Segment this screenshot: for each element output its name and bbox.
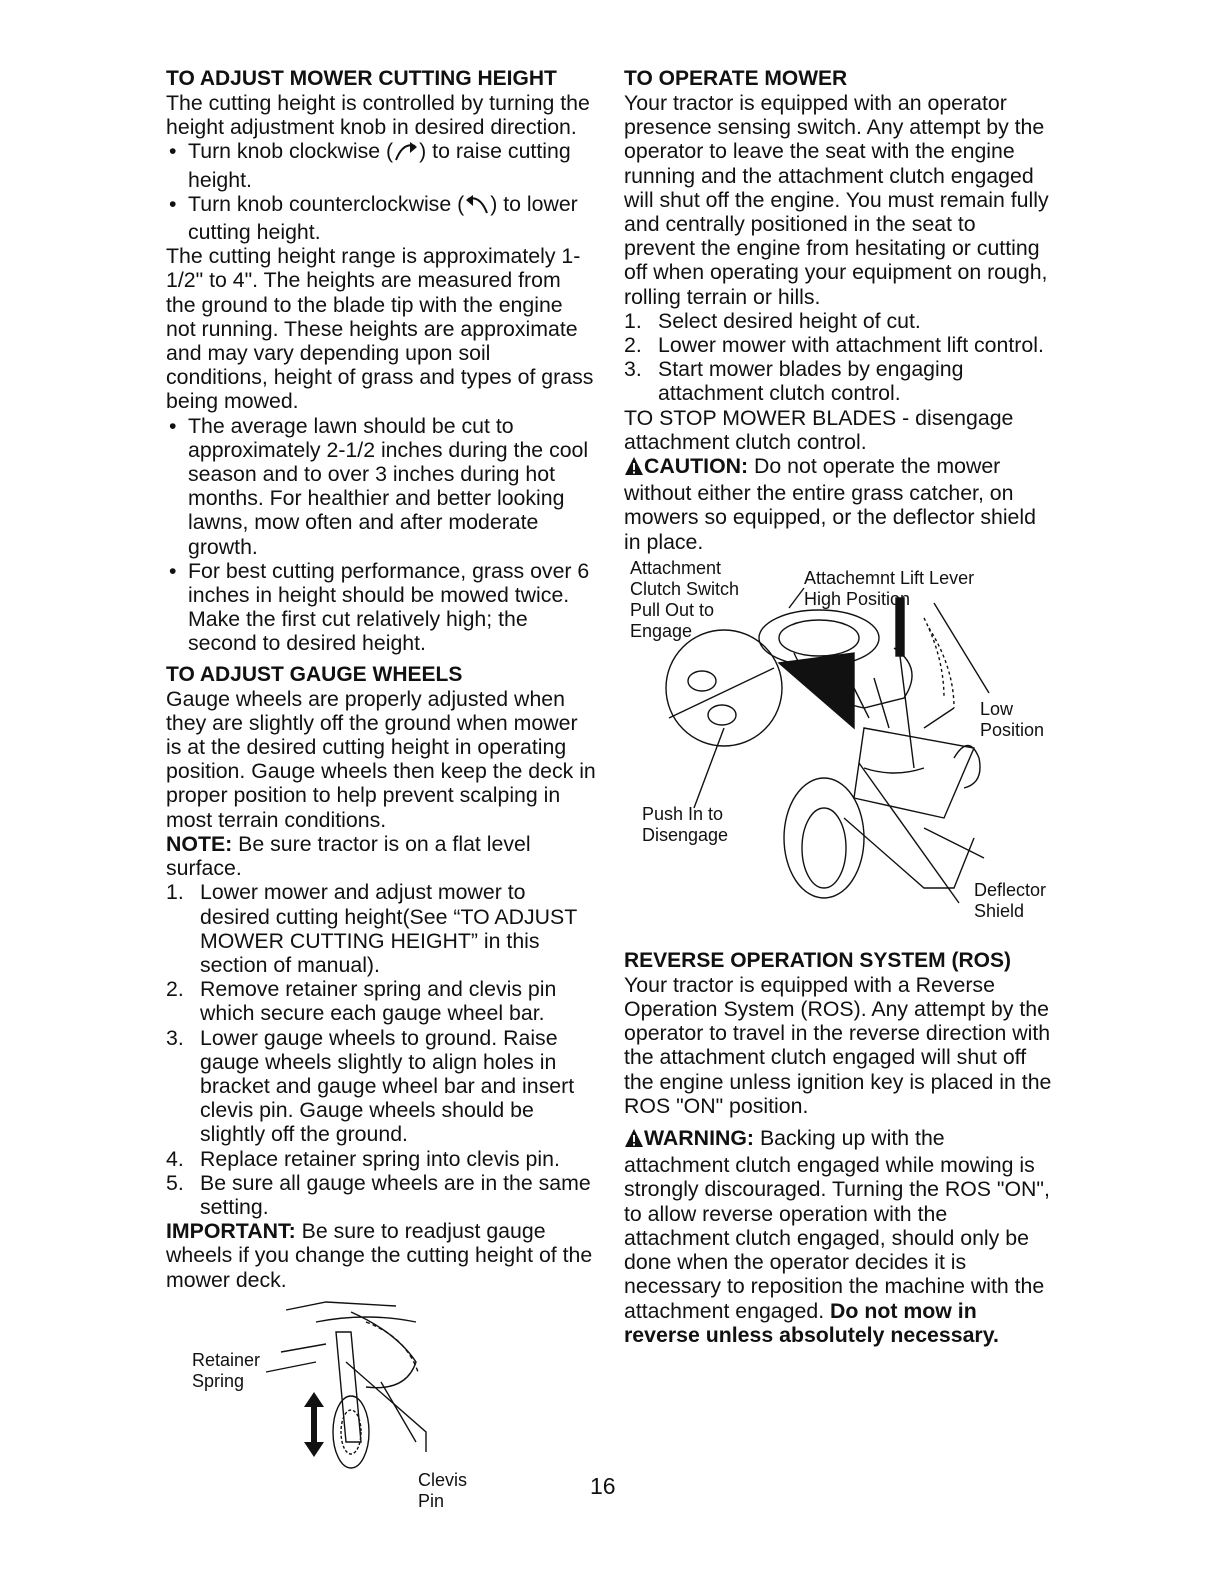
note: NOTE: Be sure tractor is on a flat level surface. bbox=[166, 831, 531, 881]
ros-intro: Your tractor is equipped with a Reverse Operation System (ROS). Any attempt by the operator to travel in the reverse direction with the attachment clutch engaged will shut off the engine unless ignition key is placed in the ROS "ON" position. bbox=[624, 972, 1052, 1118]
right-column bbox=[624, 66, 1052, 1347]
heading-cutting-height: TO ADJUST MOWER CUTTING HEIGHT bbox=[166, 67, 557, 90]
list-item: 3. Lower gauge wheels to ground. Raise gauge wheels slightly to align holes in bracket and gauge wheel bar and insert clevis pin. Gauge wheels should be slightly off the ground. bbox=[166, 1025, 575, 1147]
heading-ros: REVERSE OPERATION SYSTEM (ROS) bbox=[624, 948, 1011, 972]
list-item: 1. Select desired height of cut. bbox=[624, 308, 921, 333]
lift-lever-label: Attachemnt Lift Lever High Position bbox=[804, 567, 975, 609]
gauge-wheel-illustration bbox=[166, 1292, 596, 1517]
operate-mower-intro: Your tractor is equipped with an operator presence sensing switch. Any attempt by the operator to leave the seat with the engine running and the attachment clutch engaged will shut off the engine. You must remain fully and centrally positioned in the seat to prevent the engine from hesitating or cutting off when operating your equipment on rough, rolling terrain or hills. bbox=[624, 91, 1049, 309]
cutting-height-list bbox=[166, 139, 596, 244]
cutting-height-intro: The cutting height is controlled by turning the height adjustment knob in desired direction. bbox=[166, 91, 590, 140]
list-item: 2. Lower mower with attachment lift control. bbox=[624, 333, 1044, 358]
list-item: • For best cutting performance, grass over 6 inches in height should be mowed twice. Make the first cut relatively high; the second to desired height. bbox=[166, 559, 596, 656]
counterclockwise-arrow-icon bbox=[464, 193, 490, 220]
heading-gauge-wheels: TO ADJUST GAUGE WHEELS bbox=[166, 662, 463, 686]
heading-operate-mower: TO OPERATE MOWER bbox=[624, 67, 848, 90]
clevis-pin-label: Clevis Pin bbox=[418, 1469, 468, 1511]
caution-note: CAUTION: Do not operate the mower without either the entire grass catcher, on mowers so equipped, or the deflector shield in place. bbox=[624, 454, 1036, 554]
tractor-figure bbox=[624, 558, 1052, 938]
clutch-switch-label: Attachment Clutch Switch Pull Out to Engage bbox=[630, 557, 740, 641]
list-item: 2. Remove retainer spring and clevis pin which secure each gauge wheel bar. bbox=[166, 977, 557, 1026]
list-item: 3. Start mower blades by engaging attachment clutch control. bbox=[624, 357, 964, 406]
list-item: • Turn knob clockwise ( ) to raise cutting height. bbox=[166, 139, 596, 191]
caution-triangle-icon bbox=[624, 456, 644, 481]
list-item: 4. Replace retainer spring into clevis pin. bbox=[166, 1146, 560, 1171]
warning-triangle-icon bbox=[624, 1128, 644, 1153]
page-number: 16 bbox=[590, 1473, 616, 1499]
deflector-shield-label: Deflector Shield bbox=[974, 879, 1047, 921]
list-item: 1. Lower mower and adjust mower to desired cutting height(See “TO ADJUST MOWER CUTTING HEIGHT” in this section of manual). bbox=[166, 880, 577, 977]
left-column bbox=[166, 66, 596, 1517]
operate-steps bbox=[624, 309, 1052, 406]
gauge-wheel-figure bbox=[166, 1292, 596, 1517]
retainer-spring-label: Retainer Spring bbox=[192, 1349, 261, 1391]
lawn-tips-list bbox=[166, 414, 596, 656]
gauge-wheels-intro: Gauge wheels are properly adjusted when they are slightly off the ground when mower is at the desired cutting height in operating position. Gauge wheels then keep the deck in proper position to help prevent scalping in most terrain conditions. bbox=[166, 686, 596, 832]
stop-blades: TO STOP MOWER BLADES - disengage attachment clutch control. bbox=[624, 405, 1014, 454]
warning-note: WARNING: Backing up with the attachment clutch engaged while mowing is strongly discouraged. Turning the ROS "ON", to allow reverse operation with the attachment clutch engaged, should only be done when the operator decides it is necessary to reposition the machine with the attachment engaged. Do not mow in reverse unless absolutely necessary. bbox=[624, 1126, 1050, 1347]
clockwise-arrow-icon bbox=[393, 140, 419, 167]
list-item: • The average lawn should be cut to approximately 2-1/2 inches during the cool season and to over 3 inches during hot months. For healthier and better looking lawns, mow often and after moderate growth. bbox=[166, 414, 596, 559]
list-item: 5. Be sure all gauge wheels are in the same setting. bbox=[166, 1170, 591, 1219]
cutting-height-range: The cutting height range is approximately 1-1/2" to 4". The heights are measured from the ground to the blade tip with the engine not running. These heights are approximate and may vary depending upon soil conditions, height of grass and types of grass being mowed. bbox=[166, 244, 594, 414]
push-disengage-label: Push In to Disengage bbox=[642, 803, 729, 845]
important-note: IMPORTANT: Be sure to readjust gauge wheels if you change the cutting height of the mower deck. bbox=[166, 1219, 593, 1292]
gauge-wheel-steps bbox=[166, 880, 596, 1219]
low-position-label: Low Position bbox=[980, 698, 1045, 740]
list-item: • Turn knob counterclockwise ( ) to lower cutting height. bbox=[166, 192, 596, 244]
